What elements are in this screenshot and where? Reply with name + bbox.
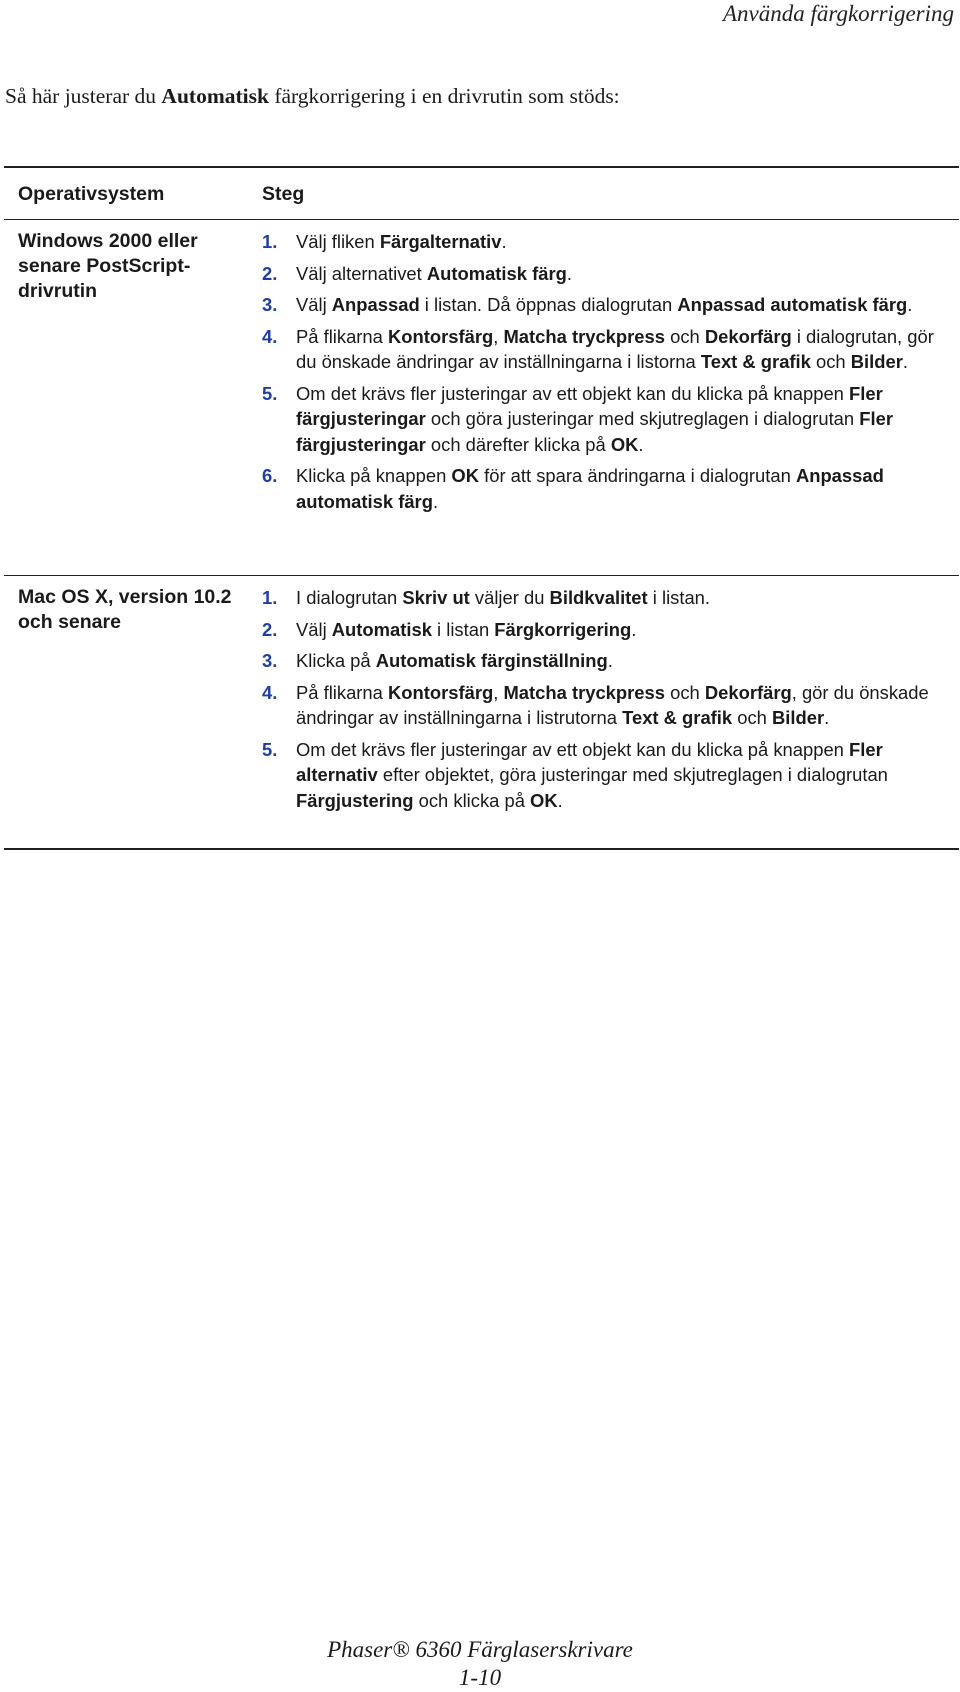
- step-number: 1.: [262, 231, 278, 252]
- step-bold-term: Matcha tryckpress: [503, 681, 665, 703]
- step-bold-term: Färgkorrigering: [494, 618, 632, 640]
- step-text: Välj fliken: [296, 231, 380, 252]
- intro-text-after: färgkorrigering i en drivrutin som stöds:: [268, 84, 620, 108]
- step-bold-term: Fler färgjusteringar: [296, 382, 883, 429]
- step-number: 1.: [262, 587, 278, 608]
- step-number: 4.: [262, 325, 278, 347]
- step-bold-term: Bilder: [850, 351, 903, 372]
- step-text: och klicka på: [413, 789, 531, 811]
- step-text: På flikarna: [296, 681, 388, 703]
- intro-text-bold: Automatisk: [161, 84, 269, 108]
- step-bold-term: Dekorfärg: [704, 325, 792, 347]
- step-text: Om det krävs fler justeringar av ett objekt kan du klicka på knappen: [296, 738, 850, 760]
- step-bold-term: Automatisk: [331, 618, 432, 640]
- step-text: På flikarna: [296, 325, 388, 347]
- step-text: I dialogrutan: [296, 587, 403, 608]
- step-bold-term: OK: [610, 433, 639, 455]
- footer-page-number: 1-10: [458, 1665, 502, 1690]
- step-bold-term: Automatisk färg: [426, 262, 567, 284]
- step-item: [262, 292, 952, 318]
- step-bold-term: Skriv ut: [402, 587, 470, 608]
- step-bold-term: Kontorsfärg: [388, 325, 494, 347]
- step-item: [262, 585, 952, 611]
- step-text: ,: [493, 681, 504, 703]
- step-text: i dialogrutan, gör du önskade ändringar av inställningarna i listorna: [296, 325, 934, 372]
- step-text: .: [557, 789, 563, 811]
- step-bold-term: Text & grafik: [622, 707, 733, 728]
- step-text: efter objektet, göra justeringar med skjutreglagen i dialogrutan: [377, 764, 888, 785]
- step-bold-term: Anpassad: [331, 294, 420, 315]
- step-item: [262, 381, 952, 458]
- step-number: 3.: [262, 294, 278, 315]
- step-number: 5.: [262, 738, 278, 760]
- step-bold-term: Bilder: [772, 707, 825, 728]
- step-bold-term: Kontorsfärg: [388, 681, 494, 703]
- step-text: för att spara ändringarna i dialogrutan: [479, 465, 796, 486]
- step-text: .: [638, 433, 644, 455]
- step-number: 3.: [262, 650, 278, 671]
- intro-text-before: Så här justerar du: [5, 84, 162, 108]
- step-item: [262, 737, 952, 814]
- step-number: 6.: [262, 465, 278, 486]
- step-text: Om det krävs fler justeringar av ett objekt kan du klicka på knappen: [296, 382, 850, 404]
- step-text: .: [607, 650, 613, 671]
- step-number: 4.: [262, 681, 278, 703]
- step-text: Välj: [296, 294, 332, 315]
- step-text: i listan.: [647, 587, 711, 608]
- step-item: [262, 229, 952, 255]
- step-bold-term: Matcha tryckpress: [503, 325, 665, 347]
- step-text: och därefter klicka på: [425, 433, 611, 455]
- os-windows: Windows 2000 eller senare PostScript-drivrutin: [18, 230, 198, 302]
- step-number: 2.: [262, 262, 278, 284]
- step-text: , gör du önskade ändringar av inställningarna i listrutorna: [296, 681, 929, 728]
- step-item: [262, 617, 952, 643]
- step-text: och: [664, 325, 705, 347]
- step-text: Klicka på: [296, 650, 376, 671]
- step-text: Klicka på knappen: [296, 465, 452, 486]
- step-item: [262, 261, 952, 287]
- step-text: .: [501, 231, 507, 252]
- step-text: .: [566, 262, 572, 284]
- step-bold-term: Färgjustering: [296, 789, 414, 811]
- step-text: .: [631, 618, 637, 640]
- step-bold-term: Anpassad automatisk färg: [296, 465, 884, 512]
- step-number: 5.: [262, 382, 278, 404]
- step-text: och: [732, 707, 773, 728]
- step-text: i listan: [431, 618, 495, 640]
- step-text: ,: [493, 325, 504, 347]
- column-header-os: Operativsystem: [18, 183, 165, 205]
- step-bold-term: Anpassad automatisk färg: [677, 294, 908, 315]
- step-text: och: [664, 681, 705, 703]
- step-text: .: [902, 351, 909, 372]
- step-bold-term: Automatisk färginställning: [375, 650, 608, 671]
- step-text: .: [432, 490, 439, 512]
- step-text: Välj alternativet: [296, 262, 427, 284]
- table-bottom-rule: [4, 848, 959, 850]
- table-header-rule: [4, 219, 959, 220]
- step-bold-term: Fler alternativ: [296, 738, 883, 785]
- column-header-steps: Steg: [262, 183, 305, 205]
- step-item: [262, 648, 952, 674]
- intro-paragraph: [5, 82, 620, 110]
- step-item: [262, 680, 952, 731]
- step-bold-term: OK: [451, 465, 479, 486]
- step-item: [262, 324, 952, 375]
- footer-product: Phaser® 6360 Färglaserskrivare: [327, 1637, 633, 1662]
- row-divider: [4, 575, 959, 576]
- step-bold-term: Text & grafik: [700, 351, 811, 372]
- running-header: Använda färgkorrigering: [722, 1, 954, 26]
- step-text: Välj: [296, 618, 332, 640]
- os-mac: Mac OS X, version 10.2 och senare: [18, 586, 232, 633]
- step-bold-term: Fler färgjusteringar: [296, 408, 893, 455]
- step-bold-term: Dekorfärg: [704, 681, 792, 703]
- step-item: [262, 463, 952, 514]
- step-text: i listan. Då öppnas dialogrutan: [419, 294, 678, 315]
- step-bold-term: Färgalternativ: [379, 231, 502, 252]
- step-text: och göra justeringar med skjutreglagen i dialogrutan: [425, 408, 860, 429]
- step-text: väljer du: [469, 587, 550, 608]
- step-text: .: [907, 294, 913, 315]
- steps-list-mac: [262, 585, 952, 819]
- table-top-rule: [4, 166, 959, 168]
- step-text: .: [824, 707, 830, 728]
- step-bold-term: OK: [530, 789, 558, 811]
- step-number: 2.: [262, 618, 278, 640]
- step-bold-term: Bildkvalitet: [549, 587, 648, 608]
- steps-list-windows: [262, 229, 952, 520]
- step-text: och: [810, 351, 851, 372]
